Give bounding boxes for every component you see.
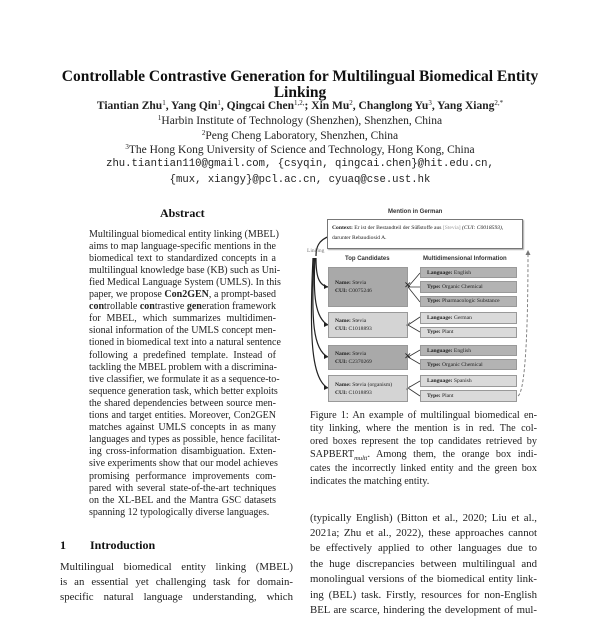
text-line: ored boxes represent the top candidates retrieved by [310, 436, 537, 448]
info-value: Spanish [453, 378, 472, 384]
cross-icon: ✕ [404, 281, 412, 291]
info-box [420, 345, 517, 356]
affiliation-mark: 1 [157, 114, 162, 122]
text-line: sequence generation task, which better exploits [89, 385, 278, 397]
candidate-name-line [335, 350, 407, 358]
name-label: Name: [335, 280, 351, 286]
text-line: promising performance improvements com- [89, 470, 276, 482]
text-line: cates the incorrectly linked entity and the green box [310, 462, 537, 474]
candidate-cui: C2370269 [348, 358, 372, 365]
text-segment: , a prompt-based [208, 289, 276, 300]
candidate-name: Stevia [352, 318, 367, 324]
text-line: BEL are scarce, hindering the development of mul- [310, 603, 537, 616]
info-key: Language: [427, 378, 453, 384]
candidate-box-3 [328, 345, 408, 370]
text-line: Figure 1: An example of multilingual biomedical en- [310, 409, 537, 421]
name-label: Name: [335, 381, 351, 388]
text-line: indicates the matching entity. [310, 476, 430, 487]
mention-cui: (CUI: C0018593) [461, 225, 502, 231]
author-name: Changlong Yu [358, 100, 429, 112]
author-separator: , [431, 100, 438, 112]
paper-title-line-1: Controllable Contrastive Generation for Multilingual Biomedical Entity [61, 68, 539, 85]
text-line: tive classifier, we formulate it as a sequence-to- [89, 373, 280, 385]
info-key: Type: [427, 393, 441, 399]
author-name: Yang Xiang [437, 100, 495, 112]
emphasis-text: con [139, 301, 155, 313]
text-line: fied Medical Language System (UMLS). In this [89, 276, 281, 288]
emails-line-2: {mux, xiangy}@pcl.ac.cn, cyuaq@cse.ust.hk [169, 174, 431, 186]
text-segment: trastive [154, 301, 187, 313]
info-value: English [453, 269, 471, 276]
info-value: Organic Chemical [441, 283, 483, 290]
paper-title-line-2: Linking [273, 84, 327, 101]
text-line: matches against UMLS concepts in as many [89, 422, 276, 434]
candidate-cui-line [335, 358, 407, 366]
candidate-name: Stevia [352, 280, 367, 286]
text-line: aims to map language-specific mentions in the [89, 240, 276, 252]
figure-mention-header: Mention in German [388, 209, 443, 215]
info-box [420, 296, 517, 307]
info-box [420, 312, 517, 324]
text-line: 2021a; Zhu et al., 2022), these approaches cannot [310, 526, 537, 539]
author-name: Yang Qin [171, 100, 218, 112]
text-segment: SAPBERT [310, 449, 355, 461]
text-segment: eration framework [201, 301, 276, 313]
info-key: Type: [427, 361, 441, 368]
candidate-cui-line [335, 389, 407, 397]
info-key: Type: [427, 298, 441, 305]
text-line: monolingual versions of the biomedical entity link- [310, 573, 537, 586]
candidate-cui-line [335, 287, 407, 295]
emails-line-1: zhu.tiantian110@gmail.com, {csyqin, qingcai.chen}@hit.edu.cn, [106, 158, 494, 170]
context-box [327, 219, 523, 249]
affiliation-text: Harbin Institute of Technology (Shenzhen), Shenzhen, China [161, 115, 443, 127]
text-line: sional information of the UMLS concept men- [89, 325, 276, 337]
author-name: Xin Mu [311, 100, 350, 112]
info-value: Plant [441, 329, 454, 336]
info-key: Language: [427, 269, 453, 276]
info-box [420, 375, 517, 387]
text-line: the shared dependencies between source men- [89, 397, 276, 409]
check-icon: ✓ [405, 383, 412, 393]
text-line: be effectively applied to other languages due to [310, 542, 537, 555]
candidate-name: Stevia [352, 350, 367, 357]
text-line: multilingual knowledge base (KB) such as Uni- [89, 264, 281, 276]
text-line: tioned in biomedical text into a natural sentence [89, 337, 281, 349]
author-separator: ; [304, 100, 312, 112]
info-box [420, 281, 517, 292]
text-line: tackling the MBEL problem with a discrimina- [89, 361, 277, 373]
cui-label: CUI: [335, 358, 348, 365]
info-key: Language: [427, 347, 453, 354]
mention-highlight: [Stevia] [442, 225, 461, 231]
name-label: Name: [335, 318, 351, 324]
info-box [420, 327, 517, 339]
linking-label: Linking [307, 248, 325, 254]
text-segment: paper, we propose [89, 289, 165, 300]
text-line: languages and types as possible, hence facilitat- [89, 434, 281, 446]
text-line: (typically English) (Bitton et al., 2020; Liu et al., [310, 511, 537, 524]
context-label: Context: [332, 225, 353, 231]
info-key: Language: [427, 314, 453, 321]
cui-label: CUI: [335, 389, 348, 396]
section-heading-introduction: Introduction [90, 538, 156, 552]
text-line: tions and target entities. Moreover, Con2GEN [89, 410, 276, 421]
text-line: for MBEL, which summarizes multidimen- [89, 313, 276, 325]
text-line: ing cross-information disambiguation. Exten- [89, 446, 276, 458]
affiliation-mark: 3 [125, 143, 129, 151]
info-box [420, 359, 517, 370]
candidate-box-1 [328, 267, 408, 307]
context-text-end: , darunter Rebaudiosid A. [332, 225, 504, 241]
info-value: Organic Chemical [441, 361, 483, 368]
text-line: Multilingual biomedical entity linking (MBEL) [60, 560, 293, 573]
author-separator: , [220, 100, 227, 112]
candidate-cui-line [335, 325, 407, 333]
emphasis-text: Con2GEN [164, 289, 209, 300]
candidate-cui: C1018893 [348, 389, 372, 396]
candidate-name: Stevia (organism) [352, 381, 393, 388]
emphasis-text: gen [186, 301, 202, 313]
candidate-box-4 [328, 375, 408, 402]
text-line: following a predefined template. Instead of [89, 349, 276, 361]
text-line: biomedical text to standardized concepts in a [89, 252, 276, 264]
info-value: Plant [441, 393, 454, 399]
text-line: is an essential yet challenging task for domain- [60, 575, 293, 588]
author-affiliation-mark: 2,* [494, 99, 504, 107]
info-box [420, 267, 517, 278]
text-segment: trollable [104, 301, 140, 313]
candidate-cui: C0075246 [348, 288, 372, 294]
text-line: the huge discrepancies between multilingual and [310, 557, 537, 570]
linking-arrow-1 [316, 258, 328, 287]
context-text: Er ist der Bestandteil der Süßstoffe aus [354, 225, 442, 231]
info-key: Type: [427, 329, 441, 336]
info-box [420, 390, 517, 402]
cross-icon: ✕ [404, 351, 412, 362]
affiliation-text: Peng Cheng Laboratory, Shenzhen, China [205, 129, 399, 142]
author-affiliation-mark: 2 [349, 99, 353, 107]
author-affiliation-mark: 1 [217, 99, 221, 107]
emphasis-text: con [89, 301, 104, 313]
name-label: Name: [335, 350, 351, 357]
author-affiliation-mark: 1,2, [294, 99, 305, 107]
cui-label: CUI: [335, 326, 348, 332]
top-candidates-header: Top Candidates [345, 256, 390, 262]
candidate-name-line [335, 317, 407, 325]
text-line: specific natural language understanding, which [60, 591, 293, 604]
author-affiliation-mark: 1 [162, 99, 166, 107]
info-key: Type: [427, 283, 441, 290]
linking-arrow-3 [313, 258, 328, 357]
match-dashed-arrow [518, 254, 528, 396]
text-segment: . Among them, the orange box indi- [367, 449, 537, 461]
author-name: Tiantian Zhu [96, 100, 163, 112]
cui-label: CUI: [335, 288, 348, 294]
affiliation-text: The Hong Kong University of Science and Technology, Hong Kong, China [128, 144, 475, 156]
candidate-name-line [335, 381, 407, 389]
check-icon: ✓ [405, 320, 412, 329]
author-separator: , [165, 100, 172, 112]
multidimensional-info-header: Multidimensional Information [423, 256, 507, 262]
candidate-box-2 [328, 312, 408, 338]
author-separator: , [352, 100, 359, 112]
text-line: tity linking, where the mention is in red. The col- [310, 422, 537, 434]
text-line: spanning 12 typologically diverse languages. [89, 506, 270, 518]
text-line: pared with several state-of-the-art techniques [89, 482, 276, 494]
text-line: ing (BEL) task. Firstly, resources for non-English [310, 588, 537, 601]
candidate-cui: C1018893 [348, 326, 372, 332]
text-line: Multilingual biomedical entity linking (MBEL) [89, 228, 279, 240]
text-line: on the XL-BEL and the Mantra GSC datasets [89, 494, 276, 506]
text-line: sive experiments show that our model achieves [89, 458, 278, 470]
affiliation-mark: 2 [201, 128, 206, 137]
candidate-name-line [335, 279, 407, 287]
info-value: English [453, 347, 471, 354]
author-name: Qingcai Chen [226, 100, 295, 112]
emphasis-text: multi [354, 455, 368, 463]
info-value: Pharmacologic Substance [441, 298, 500, 305]
author-affiliation-mark: 3 [428, 99, 432, 107]
info-value: German [453, 314, 472, 321]
abstract-heading: Abstract [160, 206, 205, 220]
section-number: 1 [60, 538, 66, 552]
